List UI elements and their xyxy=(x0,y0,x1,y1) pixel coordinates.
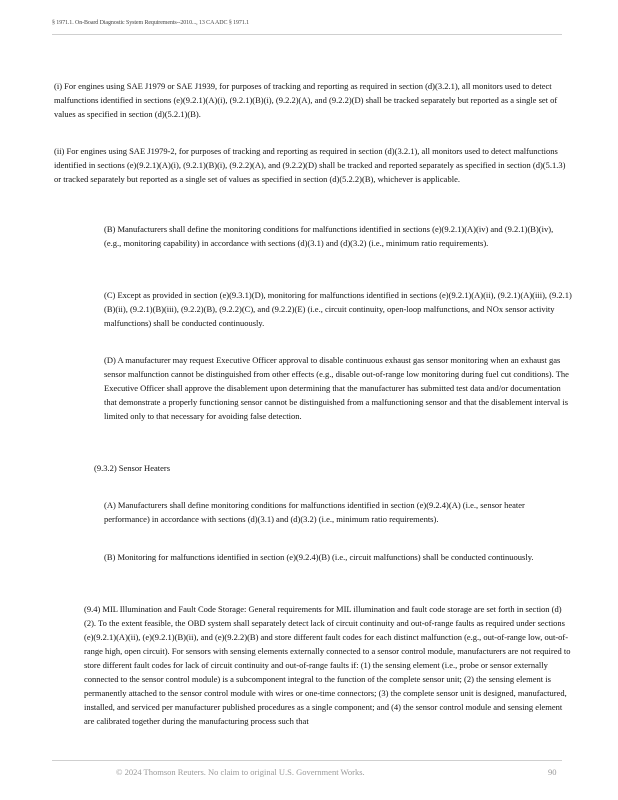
paragraph-c-continuous-monitoring: (C) Except as provided in section (e)(9.3.1)(D), monitoring for malfunctions identified in sections (e)(9.2.1)(A)(ii), (9.2.1)(A)(iii), (9.2.1)(B)(ii), (9.2.1)(B)(iii), (9.2.2)(B), (9.2.2)(C), and (9.2.2)(E) (i.e., circuit continuity, open-loop malfunctions, and NOx sensor activity malfunctions) shall be conducted continuously. xyxy=(104,290,572,328)
paragraph-a-heater-performance: (A) Manufacturers shall define monitoring conditions for malfunctions identified in section (e)(9.2.4)(A) (i.e., sensor heater performance) in accordance with sections (d)(3.1) and (d)(3.2) (i.e., minimum ratio requirements). xyxy=(104,500,525,524)
paragraph-b-circuit-malfunctions: (B) Monitoring for malfunctions identified in section (e)(9.2.4)(B) (i.e., circuit malfunctions) shall be conducted continuously. xyxy=(104,552,534,562)
footer-copyright: © 2024 Thomson Reuters. No claim to original U.S. Government Works. xyxy=(116,767,365,777)
page-number: 90 xyxy=(548,767,557,777)
paragraph-i: (i) For engines using SAE J1979 or SAE J1939, for purposes of tracking and reporting as required in section (d)(3.2.1), all monitors used to detect malfunctions identified in sections (e)(9.2.1)(A)(i), (9.2.1)(B)(i), (9.2.2)(A), and (9.2.2)(D) shall be tracked separately but reported as a single set of values as specified in section (d)(5.2.1)(B). xyxy=(54,81,558,119)
section-heading-sensor-heaters: (9.3.2) Sensor Heaters xyxy=(94,463,171,473)
paragraph-mil-illumination: (9.4) MIL Illumination and Fault Code Storage: General requirements for MIL illumination and fault code storage are set forth in section (d)(2). To the extent feasible, the OBD system shall separately detect lack of circuit continuity and out-of-range faults as required under sections (e)(9.2.1)(A)(ii), (e)(9.2.1)(B)(ii), and (e)(9.2.2)(B) and store different fault codes for each distinct malfunction (e.g., out-of-range low, out-of-range high, open circuit). For sensors with sensing elements externally connected to a sensor control module, manufacturers are not required to store different fault codes for lack of circuit continuity and out-of-range faults if: (1) the sensing element (i.e., probe or sensor externally connected to the sensor control module) is a subcomponent integral to the function of the complete sensor unit; (2) the sensing element is permanently attached to the sensor control module with wires or one-time connectors; (3) the complete sensor unit is designed, manufactured, installed, and serviced per manufacturer published procedures as a single component; and (4) the sensor control module and sensing element are calibrated together during the manufacturing process such that xyxy=(84,604,571,726)
header-divider xyxy=(52,34,562,35)
paragraph-d-disable-monitoring: (D) A manufacturer may request Executive Officer approval to disable continuous exhaust gas sensor monitoring when an exhaust gas sensor malfunction cannot be distinguished from other effects (e.g., disable out-of-range low monitoring during fuel cut conditions). The Executive Officer shall approve the disablement upon determining that the manufacturer has submitted test data and/or documentation that demonstrate a properly functioning sensor cannot be distinguished from a malfunctioning sensor and that the disablement interval is limited only to that necessary for avoiding false detection. xyxy=(104,355,569,421)
running-header: § 1971.1. On-Board Diagnostic System Requirements--2010..., 13 CA ADC § 1971.1 xyxy=(52,20,250,26)
footer-divider xyxy=(52,760,562,761)
paragraph-b-monitoring-conditions: (B) Manufacturers shall define the monitoring conditions for malfunctions identified in sections (e)(9.2.1)(A)(iv) and (9.2.1)(B)(iv), (e.g., monitoring capability) in accordance with sections (d)(3.1) and (d)(3.2) (i.e., minimum ratio requirements). xyxy=(104,224,554,248)
paragraph-ii: (ii) For engines using SAE J1979-2, for purposes of tracking and reporting as required in section (d)(3.2.1), all monitors used to detect malfunctions identified in sections (e)(9.2.1)(A)(i), (9.2.1)(B)(i), (9.2.2)(A), and (9.2.2)(D) shall be tracked and reported separately as specified in section (d)(5.1.3) or tracked separately but reported as a single set of values as specified in section (d)(5.2.2)(B), whichever is applicable. xyxy=(54,146,566,184)
